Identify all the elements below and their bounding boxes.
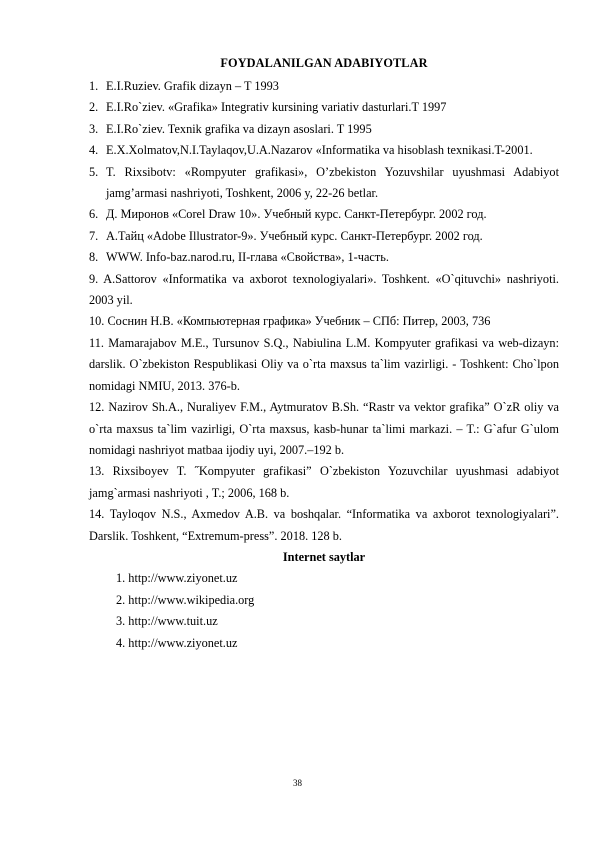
numbered-references xyxy=(89,76,559,269)
reference-item: 12. Nazirov Sh.A., Nuraliyev F.M., Aytmuratov B.Sh. “Rastr va vektor grafika” O`zR oliy va o`rta maxsus ta`lim vazirligi, O`rta maxsus, kasb-hunar ta`limi markazi. – T.: G`afur G`ulom nomidagi nashriyot matbaa ijodiy uyi, 2007.–192 b. xyxy=(89,400,559,457)
reference-item xyxy=(89,76,559,97)
reference-number: 4. xyxy=(89,143,99,158)
reference-number: 7. xyxy=(89,228,99,243)
reference-item xyxy=(89,119,559,140)
reference-number: 3. xyxy=(89,121,99,136)
reference-item: 10. Соснин Н.В. «Компьютерная графика» Учебник – СПб: Питер, 2003, 736 xyxy=(89,314,491,329)
internet-links xyxy=(89,568,559,654)
reference-number: 8. xyxy=(89,250,99,265)
flow-references xyxy=(89,269,559,547)
reference-item xyxy=(89,226,559,247)
reference-text: E.I.Ro`ziev. «Grafika» Integrativ kursining variativ dasturlari.T 1997 xyxy=(106,100,447,115)
reference-item xyxy=(89,247,559,268)
reference-text: E.X.Xolmatov,N.I.Taylaqov,U.A.Nazarov «Informatika va hisoblash texnikasi.T-2001. xyxy=(106,143,533,158)
reference-item xyxy=(89,140,559,161)
reference-text: А.Тайц «Adobe Illustrator-9». Учебный курс. Санкт-Петербург. 2002 год. xyxy=(106,228,483,243)
page-title: FOYDALANILGAN ADABIYOTLAR xyxy=(220,56,428,70)
reference-text: E.I.Ruziev. Grafik dizayn – T 1993 xyxy=(106,79,279,93)
reference-number: 1. xyxy=(89,79,99,93)
reference-text: Д. Миронов «Corel Draw 10». Учебный курс. Санкт-Петербург. 2002 год. xyxy=(106,207,487,222)
link-item[interactable]: 4. http://www.ziyonet.uz xyxy=(116,635,238,650)
page-number: 38 xyxy=(293,778,302,788)
reference-item: 9. A.Sattorov «Informatika va axborot texnologiyalari». Toshkent. «O`qituvchi» nashriyoti. 2003 yil. xyxy=(89,271,559,308)
reference-number: 6. xyxy=(89,207,99,222)
reference-item: 14. Tayloqov N.S., Axmedov A.B. va boshqalar. “Informatika va axborot texnologiyalari”. Darslik. Toshkent, “Extremum-press”. 2018. 128 b. xyxy=(89,507,559,543)
link-item[interactable]: 1. http://www.ziyonet.uz xyxy=(116,571,238,586)
reference-text: E.I.Ro`ziev. Texnik grafika va dizayn asoslari. T 1995 xyxy=(106,121,372,136)
reference-item xyxy=(89,97,559,118)
reference-number: 2. xyxy=(89,100,99,115)
reference-item: 13. Rixsiboyev T. ˝Kompyuter grafikasi” O`zbekiston Yozuvchilar uyushmasi adabiyot jamg`armasi nashriyoti , T.; 2006, 168 b. xyxy=(89,464,559,500)
reference-text: WWW. Info-baz.narod.ru, II-глава «Свойства», 1-часть. xyxy=(106,250,389,265)
reference-number: 5. xyxy=(89,164,99,179)
link-item[interactable]: 2. http://www.wikipedia.org xyxy=(116,592,255,607)
reference-text: T. Rixsibotv: «Rompyuter grafikasi», O’zbekiston Yozuvshilar uyushmasi Adabiyot jamg’armasi nashriyoti, Toshkent, 2006 y, 22-26 betlar. xyxy=(106,164,559,201)
link-item[interactable]: 3. http://www.tuit.uz xyxy=(116,614,218,629)
reference-item xyxy=(89,162,559,205)
reference-item xyxy=(89,204,559,225)
internet-sites-heading: Internet saytlar xyxy=(282,549,366,564)
reference-item: 11. Mamarajabov M.E., Tursunov S.Q., Nabiulina L.M. Kompyuter grafikasi va web-dizayn: darslik. O`zbekiston Respublikasi Oliy va o`rta maxsus ta`lim vazirligi. - Toshkent: Cho`lpon nomidagi NMIU, 2013. 376-b. xyxy=(89,335,559,393)
